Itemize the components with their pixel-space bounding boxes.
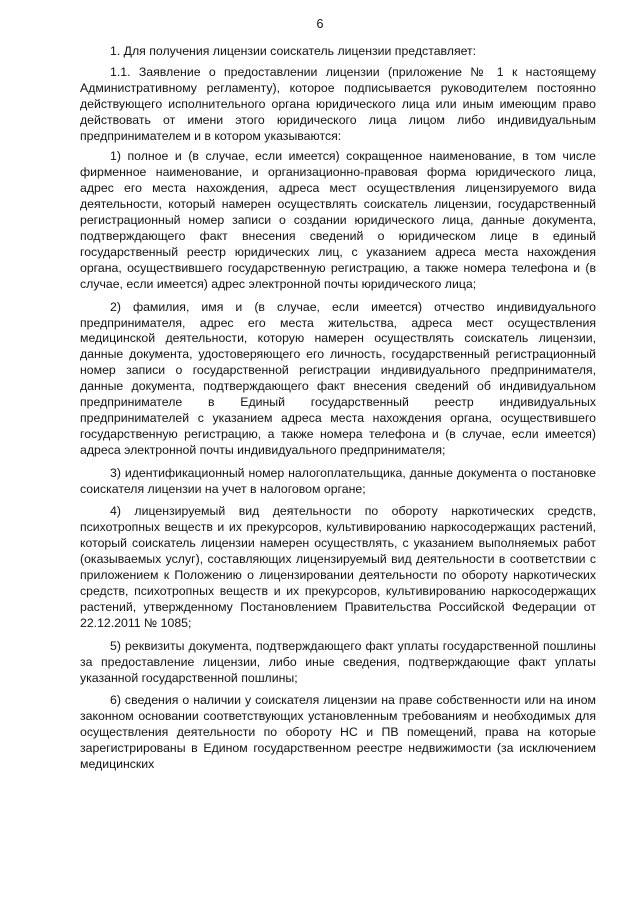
paragraph-item-4: 4) лицензируемый вид деятельности по обороту наркотических средств, психотропных веществ и их прекурсоров, культивированию наркосодержащих растений, который соискатель лицензии намерен осуществлять, с указанием выполняемых работ (оказываемых услуг), составляющих лицензируемый вид деятельности в соответствии с приложением к Положению о лицензировании деятельности по обороту наркотических средств, психотропных веществ и их прекурсоров, культивированию наркосодержащих растений, утвержденному Постановлением Правительства Российской Федерации от 22.12.2011 № 1085; <box>80 504 596 630</box>
page-number: 6 <box>316 17 324 31</box>
document-body <box>80 44 596 773</box>
paragraph-1-1: 1.1. Заявление о предоставлении лицензии (приложение № 1 к настоящему Административному регламенту), которое подписывается руководителем постоянно действующего исполнительного органа юридического лица или иным имеющим право действовать от имени этого юридического лица лицом либо индивидуальным предпринимателем и в котором указываются: <box>80 64 596 143</box>
paragraph-item-6: 6) сведения о наличии у соискателя лицензии на праве собственности или на ином законном основании соответствующих установленным требованиям и необходимых для осуществления деятельности по обороту НС и ПВ помещений, права на которые зарегистрированы в Едином государственном реестре недвижимости (за исключением медицинских <box>80 693 596 772</box>
paragraph-item-2: 2) фамилия, имя и (в случае, если имеется) отчество индивидуального предпринимателя, адрес его места жительства, адреса мест осуществления медицинской деятельности, которую намерен осуществлять соискатель лицензии, данные документа, удостоверяющего его личность, государственный регистрационный номер записи о государственной регистрации индивидуального предпринимателя, данные документа, подтверждающего факт внесения сведений об индивидуальном предпринимателе в Единый государственный реестр индивидуальных предпринимателей с указанием адреса места нахождения органа, осуществившего государственную регистрацию, а также номера телефона и (в случае, если имеется) адреса электронной почты индивидуального предпринимателя; <box>80 299 596 457</box>
paragraph-item-1: 1) полное и (в случае, если имеется) сокращенное наименование, в том числе фирменное наименование, и организационно-правовая форма юридического лица, адрес его места нахождения, адреса мест осуществления лицензируемого вида деятельности, который намерен осуществлять соискатель лицензии, государственный регистрационный номер записи о создании юридического лица, данные документа, подтверждающего факт внесения сведений о юридическом лице в единый государственный реестр юридических лиц, с указанием адреса места нахождения органа, осуществившего государственную регистрацию, а также номера телефона и (в случае, если имеется) адрес электронной почты юридического лица; <box>80 149 596 291</box>
paragraph-item-3: 3) идентификационный номер налогоплательщика, данные документа о постановке соискателя лицензии на учет в налоговом органе; <box>80 465 596 496</box>
paragraph-intro: 1. Для получения лицензии соискатель лицензии представляет: <box>110 44 477 58</box>
paragraph-item-5: 5) реквизиты документа, подтверждающего факт уплаты государственной пошлины за предоставление лицензии, либо иные сведения, подтверждающие факт уплаты указанной государственной пошлины; <box>80 638 596 685</box>
